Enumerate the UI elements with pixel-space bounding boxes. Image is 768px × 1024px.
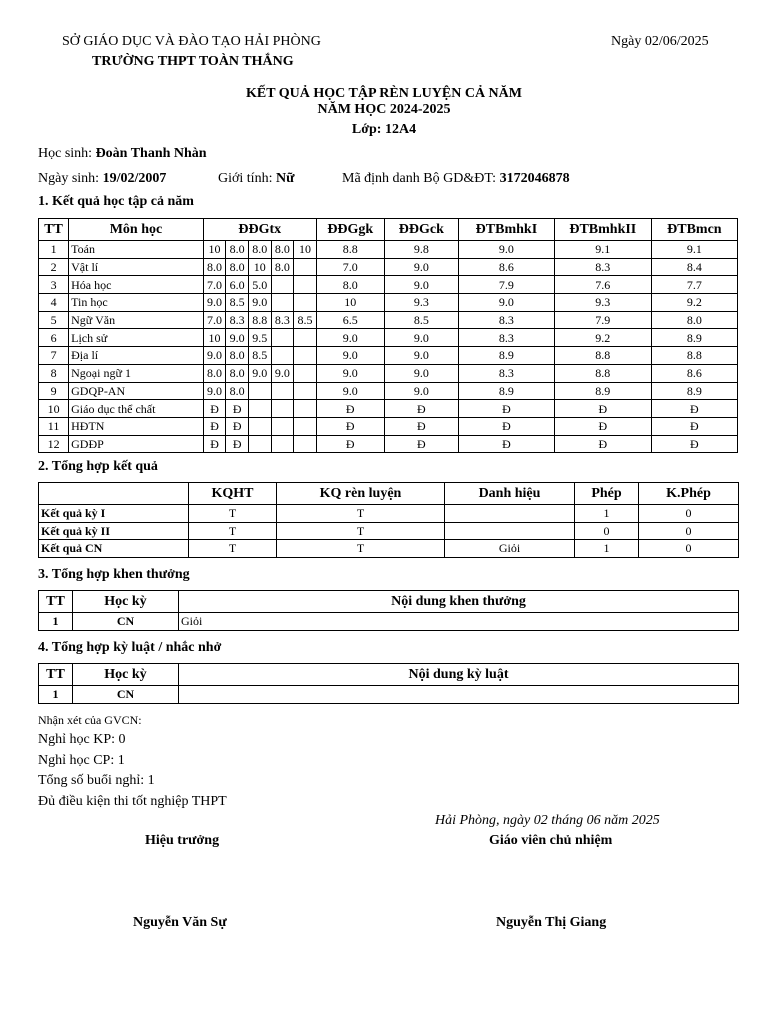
dob-line — [38, 171, 166, 187]
remark-line: Đủ điều kiện thi tốt nghiệp THPT — [38, 794, 227, 809]
col-header-dtbmhk2: ĐTBmhkII — [554, 219, 651, 241]
ddgtx-score — [248, 435, 271, 453]
ddgtx-score — [294, 258, 317, 276]
ddgtx-score — [294, 382, 317, 400]
dob-value: 19/02/2007 — [102, 171, 167, 186]
section2-title: 2. Tổng hợp kết quả — [38, 459, 158, 474]
subject-name: Ngoại ngữ 1 — [69, 364, 204, 382]
ddgtx-score — [271, 347, 294, 365]
ddgck-score: Đ — [384, 417, 458, 435]
kqrl-value: T — [277, 505, 445, 523]
remark-line: Tổng số buổi nghỉ: 1 — [38, 773, 155, 788]
ddgtx-score: 8.0 — [203, 258, 226, 276]
table-row — [39, 400, 738, 418]
dtbmhk2-score: 8.8 — [554, 347, 651, 365]
ddggk-score: 9.0 — [316, 329, 384, 347]
section4-title: 4. Tổng hợp kỳ luật / nhắc nhở — [38, 640, 222, 655]
ddgtx-score: 9.0 — [226, 329, 249, 347]
ddgtx-score — [248, 400, 271, 418]
report-title: KẾT QUẢ HỌC TẬP RÈN LUYỆN CẢ NĂM — [245, 86, 522, 101]
subject-name: Giáo dục thể chất — [69, 400, 204, 418]
col-header-award-content: Nội dung khen thưởng — [179, 591, 739, 613]
dtbmhk1-score: 7.9 — [458, 276, 554, 294]
dtbmhk1-score: 8.3 — [458, 311, 554, 329]
dtbmhk1-score: 8.9 — [458, 382, 554, 400]
subject-name: Ngữ Văn — [69, 311, 204, 329]
dtbmhk2-score: 8.9 — [554, 382, 651, 400]
dtbmhk1-score: 8.3 — [458, 364, 554, 382]
table-header-row — [39, 483, 739, 505]
table-row — [39, 329, 738, 347]
ddgtx-score: 5.0 — [248, 276, 271, 294]
row-number: 10 — [39, 400, 69, 418]
col-header-discipline-content: Nội dung kỳ luật — [179, 664, 739, 686]
col-header-tt: TT — [39, 591, 73, 613]
term-value: CN — [73, 613, 179, 631]
row-number: 3 — [39, 276, 69, 294]
dtbmcn-score: Đ — [651, 435, 737, 453]
ddgtx-score: 8.5 — [248, 347, 271, 365]
danhhieu-value — [445, 505, 575, 523]
class-value: 12A4 — [384, 122, 417, 137]
kqht-value: T — [189, 505, 277, 523]
principal-name: Nguyễn Văn Sự — [133, 915, 227, 930]
dtbmhk1-score: 8.3 — [458, 329, 554, 347]
ddgtx-score — [271, 435, 294, 453]
report-date: Ngày 02/06/2025 — [611, 34, 709, 49]
ddgtx-score: 8.5 — [294, 311, 317, 329]
dtbmcn-score: Đ — [651, 417, 737, 435]
table-row — [39, 311, 738, 329]
ddggk-score: 7.0 — [316, 258, 384, 276]
dtbmcn-score: 8.9 — [651, 329, 737, 347]
row-number: 9 — [39, 382, 69, 400]
ddgtx-score: 8.0 — [226, 258, 249, 276]
term-label: Kết quả kỳ II — [39, 522, 189, 540]
ddgtx-score: 8.3 — [271, 311, 294, 329]
row-number: 6 — [39, 329, 69, 347]
row-number: 1 — [39, 241, 69, 259]
ddgtx-score — [294, 294, 317, 312]
school-name: TRƯỜNG THPT TOÀN THẮNG — [92, 54, 294, 69]
ddgtx-score: 8.3 — [226, 311, 249, 329]
ddgtx-score: 9.0 — [203, 347, 226, 365]
ddgtx-score — [271, 294, 294, 312]
student-id-line — [342, 171, 570, 187]
ddgtx-score: 10 — [203, 241, 226, 259]
dtbmcn-score: 8.0 — [651, 311, 737, 329]
term-label: Kết quả kỳ I — [39, 505, 189, 523]
ddgck-score: 9.3 — [384, 294, 458, 312]
dtbmhk1-score: Đ — [458, 435, 554, 453]
subject-name: Vật lí — [69, 258, 204, 276]
summary-table — [38, 482, 739, 558]
ddgck-score: 9.0 — [384, 347, 458, 365]
table-row — [39, 435, 738, 453]
class-label: Lớp: — [351, 122, 385, 137]
award-content: Giỏi — [179, 613, 739, 631]
remarks-label: Nhận xét của GVCN: — [38, 713, 142, 727]
class-line — [0, 122, 768, 138]
subject-name: GDĐP — [69, 435, 204, 453]
col-header-hocky: Học kỳ — [73, 664, 179, 686]
ddgtx-score — [271, 382, 294, 400]
student-name-line — [38, 146, 207, 162]
dob-label: Ngày sinh: — [38, 171, 103, 186]
phep-value: 1 — [575, 505, 639, 523]
danhhieu-value — [445, 522, 575, 540]
ddgtx-score: 9.5 — [248, 329, 271, 347]
ddgtx-score: 8.0 — [271, 241, 294, 259]
dtbmcn-score: 8.9 — [651, 382, 737, 400]
ddgtx-score — [271, 400, 294, 418]
col-header-blank — [39, 483, 189, 505]
ddgtx-score: Đ — [203, 435, 226, 453]
table-header-row — [39, 219, 738, 241]
ddgtx-score — [271, 329, 294, 347]
ddgck-score: Đ — [384, 400, 458, 418]
term-label: Kết quả CN — [39, 540, 189, 558]
col-header-ddggk: ĐĐGgk — [316, 219, 384, 241]
ddgtx-score: 10 — [294, 241, 317, 259]
department-name: SỞ GIÁO DỤC VÀ ĐÀO TẠO HẢI PHÒNG — [62, 34, 321, 49]
kqht-value: T — [189, 522, 277, 540]
ddgtx-score: Đ — [226, 400, 249, 418]
row-number: 4 — [39, 294, 69, 312]
ddgck-score: 9.8 — [384, 241, 458, 259]
dtbmcn-score: 8.8 — [651, 347, 737, 365]
table-row — [39, 276, 738, 294]
ddgck-score: 9.0 — [384, 276, 458, 294]
phep-value: 0 — [575, 522, 639, 540]
ddgtx-score: Đ — [226, 417, 249, 435]
ddgtx-score: 9.0 — [248, 364, 271, 382]
subject-name: GDQP-AN — [69, 382, 204, 400]
ddgtx-score: 9.0 — [248, 294, 271, 312]
ddggk-score: Đ — [316, 417, 384, 435]
gender-label: Giới tính: — [218, 171, 276, 186]
ddgtx-score — [294, 364, 317, 382]
subject-name: Hóa học — [69, 276, 204, 294]
ddggk-score: 6.5 — [316, 311, 384, 329]
dtbmhk2-score: Đ — [554, 435, 651, 453]
col-header-phep: Phép — [575, 483, 639, 505]
dtbmhk2-score: 7.6 — [554, 276, 651, 294]
table-row — [39, 505, 739, 523]
table-header-row — [39, 591, 739, 613]
student-id-value: 3172046878 — [499, 171, 570, 186]
academic-results-table — [38, 218, 738, 453]
dtbmhk1-score: 8.6 — [458, 258, 554, 276]
table-row — [39, 258, 738, 276]
table-row — [39, 540, 739, 558]
ddgtx-score: 9.0 — [203, 294, 226, 312]
row-number: 5 — [39, 311, 69, 329]
teacher-name: Nguyễn Thị Giang — [496, 915, 607, 930]
student-id-label: Mã định danh Bộ GD&ĐT: — [342, 171, 500, 186]
ddgtx-score: 7.0 — [203, 311, 226, 329]
kqrl-value: T — [277, 540, 445, 558]
teacher-title: Giáo viên chủ nhiệm — [489, 833, 613, 848]
table-row — [39, 522, 739, 540]
ddgtx-score: 8.0 — [226, 241, 249, 259]
ddgtx-score — [271, 417, 294, 435]
row-number: 1 — [39, 686, 73, 704]
section1-title: 1. Kết quả học tập cả năm — [38, 194, 194, 209]
ddgtx-score — [248, 417, 271, 435]
kqht-value: T — [189, 540, 277, 558]
danhhieu-value: Giỏi — [445, 540, 575, 558]
dtbmhk2-score: 9.3 — [554, 294, 651, 312]
col-header-kqht: KQHT — [189, 483, 277, 505]
dtbmcn-score: Đ — [651, 400, 737, 418]
ddggk-score: 9.0 — [316, 364, 384, 382]
ddgtx-score — [294, 435, 317, 453]
col-header-dtbmcn: ĐTBmcn — [651, 219, 737, 241]
gender-line — [218, 171, 294, 187]
ddgck-score: 8.5 — [384, 311, 458, 329]
discipline-content — [179, 686, 739, 704]
dtbmhk1-score: Đ — [458, 400, 554, 418]
table-row — [39, 613, 739, 631]
ddgtx-score — [294, 329, 317, 347]
dtbmhk2-score: 8.8 — [554, 364, 651, 382]
ddgtx-score: 9.0 — [271, 364, 294, 382]
ddgtx-score — [248, 382, 271, 400]
ddgtx-score: 8.0 — [226, 382, 249, 400]
subject-name: Toán — [69, 241, 204, 259]
col-header-kqrl: KQ rèn luyện — [277, 483, 445, 505]
row-number: 1 — [39, 613, 73, 631]
dtbmcn-score: 7.7 — [651, 276, 737, 294]
ddggk-score: 9.0 — [316, 347, 384, 365]
principal-title: Hiệu trưởng — [145, 833, 220, 848]
remark-line: Nghỉ học CP: 1 — [38, 753, 125, 768]
ddgtx-score: 6.0 — [226, 276, 249, 294]
ddgtx-score: 8.0 — [271, 258, 294, 276]
ddgtx-score: 10 — [248, 258, 271, 276]
ddgtx-score: 8.0 — [203, 364, 226, 382]
dtbmhk2-score: Đ — [554, 417, 651, 435]
ddgtx-score: 8.0 — [248, 241, 271, 259]
dtbmhk2-score: 8.3 — [554, 258, 651, 276]
ddgtx-score — [294, 276, 317, 294]
col-header-danhhieu: Danh hiệu — [445, 483, 575, 505]
table-row — [39, 364, 738, 382]
col-header-subject: Môn học — [69, 219, 204, 241]
dtbmcn-score: 9.1 — [651, 241, 737, 259]
subject-name: Lịch sử — [69, 329, 204, 347]
dtbmcn-score: 8.4 — [651, 258, 737, 276]
gender-value: Nữ — [275, 171, 295, 186]
ddggk-score: 9.0 — [316, 382, 384, 400]
subject-name: HĐTN — [69, 417, 204, 435]
ddgtx-score — [294, 347, 317, 365]
kqrl-value: T — [277, 522, 445, 540]
col-header-dtbmhk1: ĐTBmhkI — [458, 219, 554, 241]
col-header-hocky: Học kỳ — [73, 591, 179, 613]
row-number: 7 — [39, 347, 69, 365]
ddgtx-score: 8.0 — [226, 347, 249, 365]
dtbmhk2-score: 9.2 — [554, 329, 651, 347]
place-date: Hải Phòng, ngày 02 tháng 06 năm 2025 — [435, 813, 660, 828]
ddgck-score: Đ — [384, 435, 458, 453]
ddgtx-score: 10 — [203, 329, 226, 347]
dtbmhk1-score: 8.9 — [458, 347, 554, 365]
table-row — [39, 347, 738, 365]
table-header-row — [39, 664, 739, 686]
dtbmcn-score: 9.2 — [651, 294, 737, 312]
student-name-label: Học sinh: — [38, 146, 96, 161]
subject-name: Địa lí — [69, 347, 204, 365]
dtbmhk1-score: 9.0 — [458, 294, 554, 312]
table-row — [39, 686, 739, 704]
dtbmhk1-score: Đ — [458, 417, 554, 435]
ddgck-score: 9.0 — [384, 329, 458, 347]
ddgtx-score: 8.0 — [226, 364, 249, 382]
ddgtx-score: Đ — [226, 435, 249, 453]
table-row — [39, 241, 738, 259]
dtbmhk2-score: Đ — [554, 400, 651, 418]
ddgtx-score — [294, 400, 317, 418]
row-number: 8 — [39, 364, 69, 382]
term-value: CN — [73, 686, 179, 704]
ddgtx-score: 8.5 — [226, 294, 249, 312]
table-row — [39, 294, 738, 312]
dtbmhk2-score: 9.1 — [554, 241, 651, 259]
dtbmhk2-score: 7.9 — [554, 311, 651, 329]
dtbmhk1-score: 9.0 — [458, 241, 554, 259]
ddggk-score: 8.0 — [316, 276, 384, 294]
col-header-tt: TT — [39, 219, 69, 241]
ddgck-score: 9.0 — [384, 258, 458, 276]
ddgtx-score — [294, 417, 317, 435]
ddgck-score: 9.0 — [384, 382, 458, 400]
ddggk-score: Đ — [316, 435, 384, 453]
ddggk-score: 8.8 — [316, 241, 384, 259]
phep-value: 1 — [575, 540, 639, 558]
ddggk-score: Đ — [316, 400, 384, 418]
school-year: NĂM HỌC 2024-2025 — [317, 102, 451, 117]
col-header-kphep: K.Phép — [639, 483, 739, 505]
ddgtx-score: 9.0 — [203, 382, 226, 400]
subject-name: Tin học — [69, 294, 204, 312]
discipline-table — [38, 663, 739, 704]
kphep-value: 0 — [639, 522, 739, 540]
kphep-value: 0 — [639, 540, 739, 558]
col-header-ddgtx: ĐĐGtx — [203, 219, 316, 241]
col-header-tt: TT — [39, 664, 73, 686]
kphep-value: 0 — [639, 505, 739, 523]
ddgtx-score: Đ — [203, 400, 226, 418]
ddggk-score: 10 — [316, 294, 384, 312]
dtbmcn-score: 8.6 — [651, 364, 737, 382]
row-number: 2 — [39, 258, 69, 276]
ddgck-score: 9.0 — [384, 364, 458, 382]
col-header-ddgck: ĐĐGck — [384, 219, 458, 241]
table-row — [39, 417, 738, 435]
row-number: 12 — [39, 435, 69, 453]
remark-line: Nghỉ học KP: 0 — [38, 732, 126, 747]
student-name: Đoàn Thanh Nhàn — [95, 146, 207, 161]
awards-table — [38, 590, 739, 631]
row-number: 11 — [39, 417, 69, 435]
ddgtx-score: Đ — [203, 417, 226, 435]
section3-title: 3. Tổng hợp khen thưởng — [38, 567, 190, 582]
ddgtx-score: 8.8 — [248, 311, 271, 329]
ddgtx-score — [271, 276, 294, 294]
table-row — [39, 382, 738, 400]
ddgtx-score: 7.0 — [203, 276, 226, 294]
